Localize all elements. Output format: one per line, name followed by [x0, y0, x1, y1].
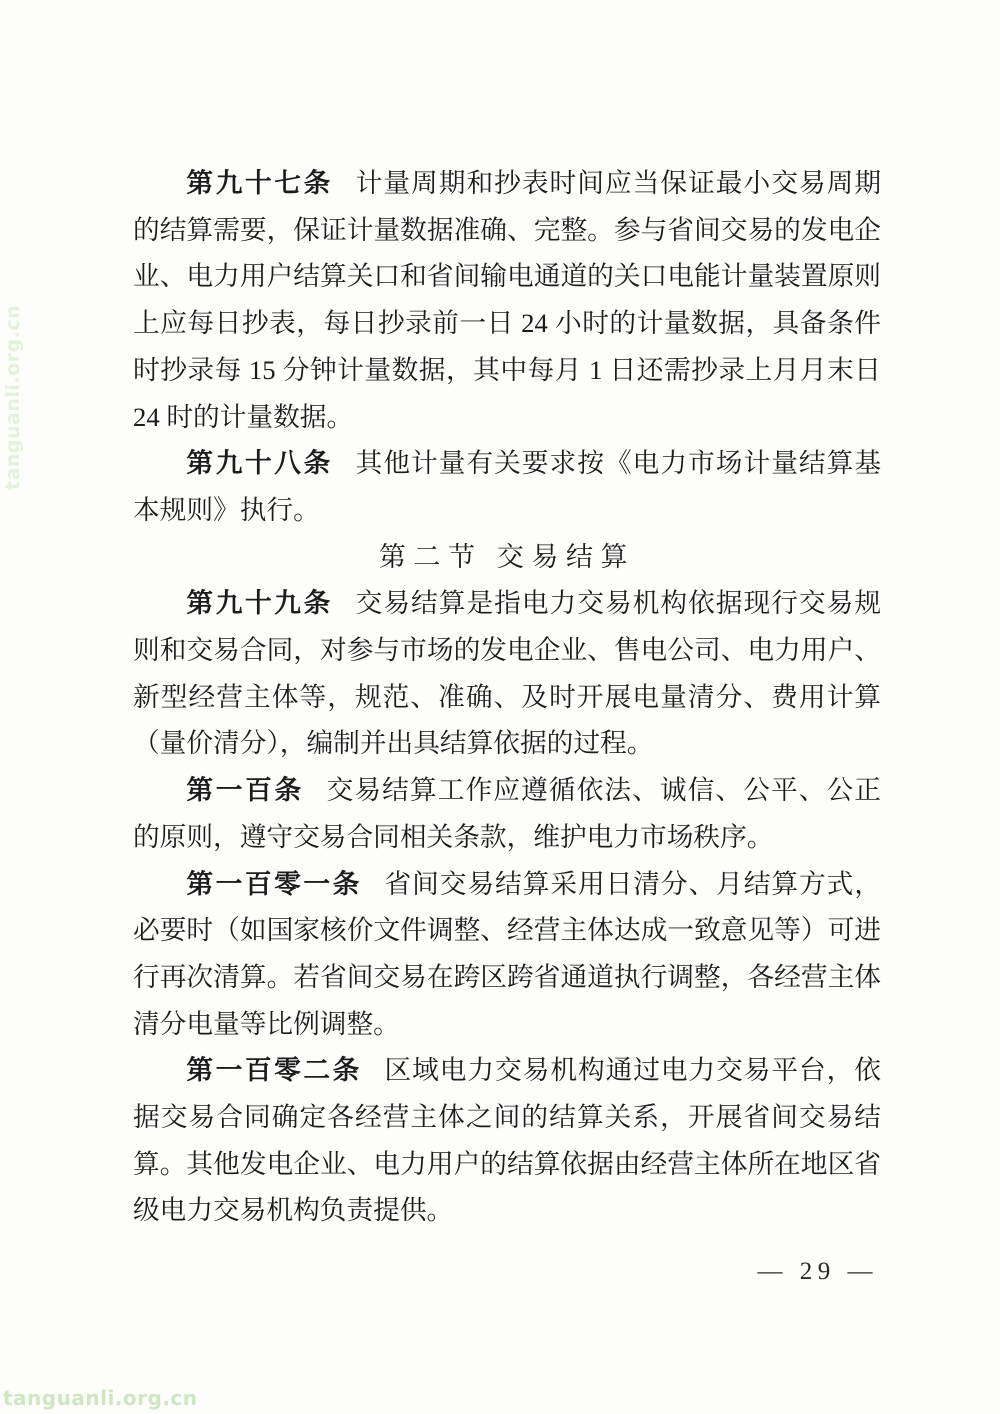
article-98: [133, 440, 881, 533]
article-97-number: 第九十七条: [186, 168, 333, 198]
article-99-text: 交易结算是指电力交易机构依据现行交易规则和交易合同，对参与市场的发电企业、售电公司、电力用户、新型经营主体等，规范、准确、及时开展电量清分、费用计算（量价清分），编制并出具结算依据的过程。: [133, 588, 882, 759]
article-97: [133, 160, 881, 440]
article-98-number: 第九十八条: [186, 448, 333, 479]
article-100-number: 第一百条: [186, 775, 304, 806]
article-101: [133, 861, 881, 1048]
article-102-number: 第一百零二条: [186, 1055, 362, 1086]
article-97-text: 计量周期和抄表时间应当保证最小交易周期的结算需要，保证计量数据准确、完整。参与省间交易的发电企业、电力用户结算关口和省间输电通道的关口电能计量装置原则上应每日抄表，每日抄录前一日 24 小时的计量数据，具备条件时抄录每 15 分钟计量数据，其中每月 1 日还需抄录上月月末日 24 时的计量数据。: [133, 168, 882, 432]
article-102: [133, 1047, 881, 1234]
watermark-vertical: tanguanli.org.cn: [2, 304, 24, 490]
article-102-text: 区域电力交易机构通过电力交易平台，依据交易合同确定各经营主体之间的结算关系，开展省间交易结算。其他发电企业、电力用户的结算依据由经营主体所在地区省级电力交易机构负责提供。: [133, 1055, 881, 1226]
article-100-text: 交易结算工作应遵循依法、诚信、公平、公正的原则，遵守交易合同相关条款，维护电力市场秩序。: [133, 775, 881, 852]
watermark-bottom: tanguanli.org.cn: [3, 1386, 198, 1410]
article-100: [133, 767, 881, 860]
section-heading: 第二节 交易结算: [378, 541, 636, 572]
article-99: [133, 580, 881, 767]
document-body: [133, 160, 881, 1234]
page-number: — 29 —: [757, 1258, 878, 1285]
article-99-number: 第九十九条: [186, 588, 333, 619]
article-101-text: 省间交易结算采用日清分、月结算方式，必要时（如国家核价文件调整、经营主体达成一致意见等）可进行再次清算。若省间交易在跨区跨省通道执行调整，各经营主体清分电量等比例调整。: [133, 868, 881, 1039]
article-101-number: 第一百零一条: [186, 868, 362, 899]
article-98-text: 其他计量有关要求按《电力市场计量结算基本规则》执行。: [133, 448, 882, 525]
